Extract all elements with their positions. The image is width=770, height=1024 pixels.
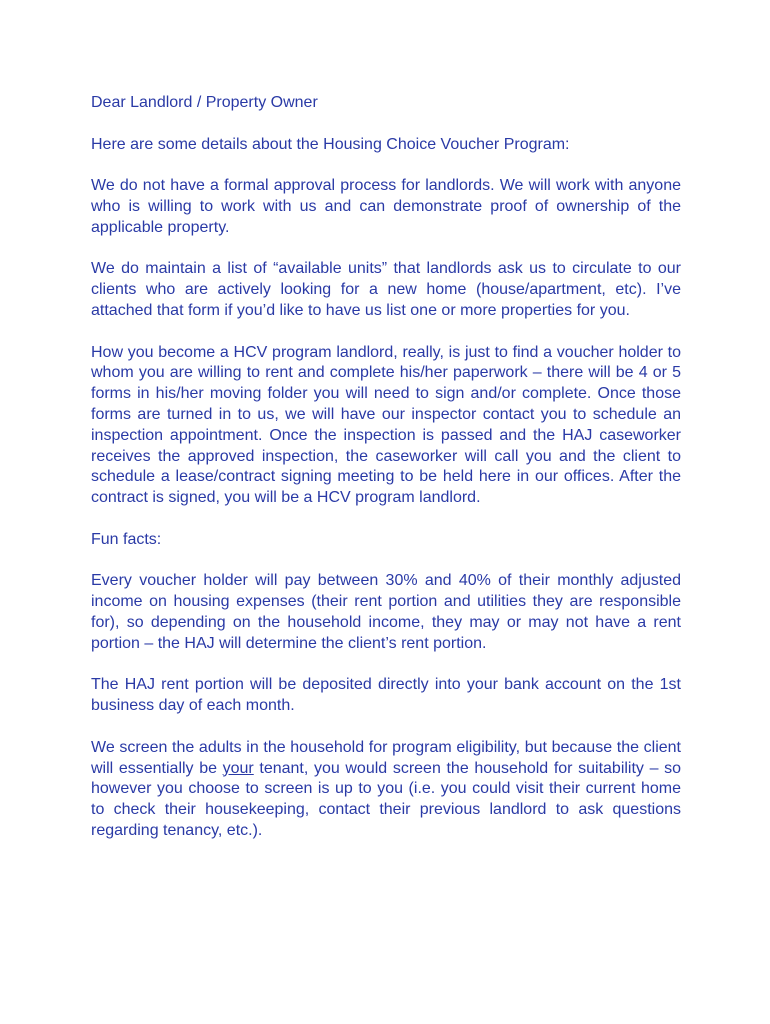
rent-share-paragraph: Every voucher holder will pay between 30% and 40% of their monthly adjusted income on housing expenses (their rent portion and utilities they are responsible for), so depending on the household income, they may or may not have a rent portion – the HAJ will determine the client’s rent portion.: [91, 572, 681, 652]
become-landlord-paragraph: How you become a HCV program landlord, really, is just to find a voucher holder to whom you are willing to rent and complete his/her paperwork – there will be 4 or 5 forms in his/her moving folder you will need to sign and/or complete. Once those forms are turned in to us, we will have our inspector contact you to schedule an inspection appointment. Once the inspection is passed and the HAJ caseworker receives the approved inspection, the caseworker will call you and the client to schedule a lease/contract signing meeting to be held here in our offices. After the contract is signed, you will be a HCV program landlord.: [91, 343, 681, 507]
deposit-paragraph: The HAJ rent portion will be deposited directly into your bank account on the 1st business day of each month.: [91, 676, 681, 715]
screening-text-end: tenant, you would screen the household for suitability – so however you choose to screen is up to you (i.e. you could visit their current home to check their housekeeping, contact their previous landlord to ask questions regarding tenancy, etc.).: [91, 759, 681, 839]
available-units-paragraph: We do maintain a list of “available units” that landlords ask us to circulate to our clients who are actively looking for a new home (house/apartment, etc). I’ve attached that form if you’d like to have us list one or more properties for you.: [91, 260, 681, 319]
salutation: Dear Landlord / Property Owner: [91, 94, 318, 111]
screening-emphasis: your: [222, 759, 254, 777]
fun-facts-heading: Fun facts:: [91, 530, 162, 548]
letter-body: [91, 93, 681, 862]
intro-paragraph: Here are some details about the Housing Choice Voucher Program:: [91, 135, 570, 153]
approval-paragraph: We do not have a formal approval process for landlords. We will work with anyone who is willing to work with us and can demonstrate proof of ownership of the applicable property.: [91, 177, 681, 236]
screening-paragraph: [91, 738, 681, 842]
screening-text-start: We screen the adults in the household for program eligibility, but because the client will essentially be: [91, 738, 681, 777]
